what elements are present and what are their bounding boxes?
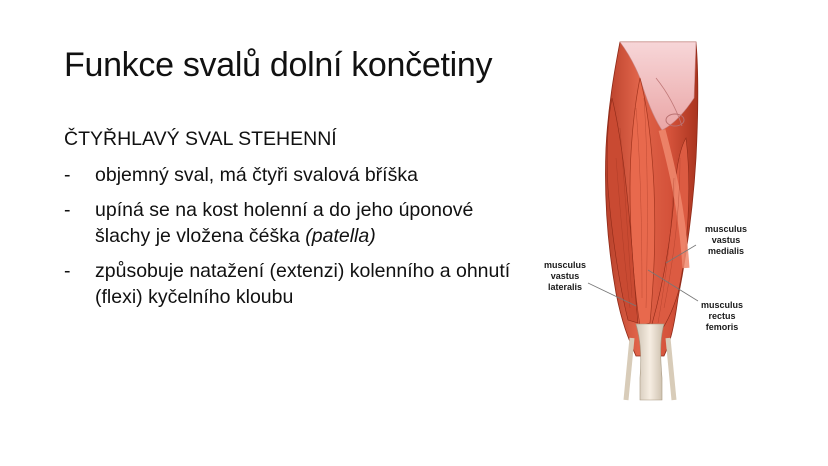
bullet-item: [64, 258, 534, 310]
bullet-italic-term: (patella): [305, 225, 376, 247]
svg-text:medialis: medialis: [707, 246, 745, 256]
slide-title: Funkce svalů dolní končetiny: [64, 46, 493, 84]
svg-text:rectus: rectus: [708, 311, 736, 321]
svg-text:musculus: musculus: [543, 260, 587, 270]
bullet-text: upíná se na kost holenní a do jeho úponové šlachy je vložena čéška: [95, 199, 474, 247]
slide-content: [64, 126, 534, 319]
bullet-dash: -: [64, 164, 71, 186]
thigh-muscle-svg: [536, 38, 768, 403]
bullet-item: [64, 162, 534, 188]
label-vastus-medialis: [705, 224, 747, 256]
svg-text:vastus: vastus: [711, 235, 741, 245]
svg-text:vastus: vastus: [550, 271, 580, 281]
bullet-dash: -: [64, 260, 71, 282]
thigh-muscle-illustration: [536, 38, 768, 403]
bullet-text: objemný sval, má čtyři svalová bříška: [95, 164, 418, 186]
svg-text:femoris: femoris: [705, 322, 739, 332]
label-vastus-lateralis: [544, 260, 586, 292]
section-heading: ČTYŘHLAVÝ SVAL STEHENNÍ: [64, 128, 337, 150]
bullet-dash: -: [64, 199, 71, 221]
svg-text:musculus: musculus: [704, 224, 748, 234]
bullet-text: způsobuje natažení (extenzi) kolenního a ohnutí (flexi) kyčelního kloubu: [95, 260, 511, 308]
bullet-item: [64, 197, 534, 249]
svg-text:lateralis: lateralis: [547, 282, 583, 292]
patellar-tendon: [636, 324, 664, 400]
label-rectus-femoris: [701, 300, 743, 332]
svg-text:musculus: musculus: [700, 300, 744, 310]
